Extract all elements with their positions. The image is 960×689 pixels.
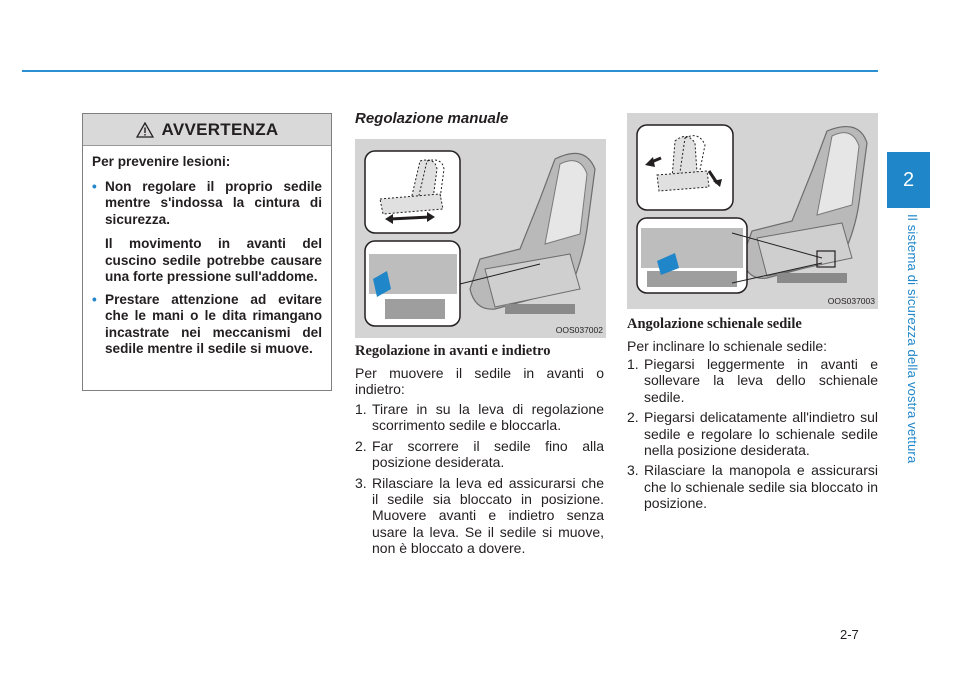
recline-intro: Per inclinare lo schienale sedile: bbox=[627, 338, 827, 354]
figure-code: OOS037003 bbox=[827, 296, 875, 306]
recline-steps bbox=[627, 356, 878, 516]
warning-triangle-icon bbox=[136, 122, 154, 138]
section-title: Regolazione manuale bbox=[355, 110, 509, 127]
warning-intro: Per prevenire lesioni: bbox=[92, 154, 231, 169]
figure-seat-recline bbox=[627, 113, 878, 309]
seat-slide-lever-illustration bbox=[355, 139, 606, 338]
warning-item-extra: Il movimento in avanti del cuscino sedile potrebbe causare una forte pressione sull'addome. bbox=[105, 236, 322, 284]
recline-heading: Angolazione schienale sedile bbox=[627, 316, 802, 332]
warning-item-text: Prestare attenzione ad evitare che le mani o le dita rimangano incastrate nei meccanismi del sedile mentre il sedile si muove. bbox=[105, 291, 322, 356]
figure-code: OOS037002 bbox=[555, 325, 603, 335]
page-number: 2-7 bbox=[840, 627, 859, 642]
bullet-icon: • bbox=[92, 178, 97, 194]
step-item: 1. Tirare in su la leva di regolazione scorrimento sedile e bloccarla. bbox=[355, 401, 604, 434]
chapter-title: Il sistema di sicurezza della vostra vettura bbox=[905, 214, 920, 464]
warning-title: AVVERTENZA bbox=[161, 119, 279, 139]
bullet-icon: • bbox=[92, 291, 97, 307]
seatback-recline-lever-illustration bbox=[627, 113, 878, 309]
step-item: 3. Rilasciare la manopola e assicurarsi che lo schienale sedile sia bloccato in posizione. bbox=[627, 462, 878, 512]
header-rule bbox=[22, 70, 878, 72]
forward-back-steps bbox=[355, 401, 604, 561]
warning-box bbox=[82, 113, 332, 391]
warning-item-text: Non regolare il proprio sedile mentre s'indossa la cintura di sicurezza. bbox=[105, 178, 322, 227]
forward-back-intro: Per muovere il sedile in avanti o indietro: bbox=[355, 365, 604, 398]
step-item: 2. Far scorrere il sedile fino alla posizione desiderata. bbox=[355, 437, 604, 471]
chapter-number: 2 bbox=[902, 168, 915, 191]
step-item: 1. Piegarsi leggermente in avanti e sollevare la leva dello schienale sedile. bbox=[627, 356, 878, 405]
warning-item bbox=[92, 292, 322, 358]
warning-item bbox=[92, 179, 322, 286]
warning-header bbox=[83, 114, 331, 146]
step-item: 2. Piegarsi delicatamente all'indietro sul sedile e regolare lo schienale sedile nella posizione desiderata. bbox=[627, 409, 878, 459]
forward-back-heading: Regolazione in avanti e indietro bbox=[355, 343, 551, 359]
step-item: 3. Rilasciare la leva ed assicurarsi che il sedile sia bloccato in posizione. Muovere avanti e indietro senza usare la leva. Se il sedile si muove, non è bloccato a dovere. bbox=[355, 474, 604, 557]
figure-seat-slide bbox=[355, 139, 606, 338]
chapter-tab[interactable] bbox=[887, 152, 930, 208]
